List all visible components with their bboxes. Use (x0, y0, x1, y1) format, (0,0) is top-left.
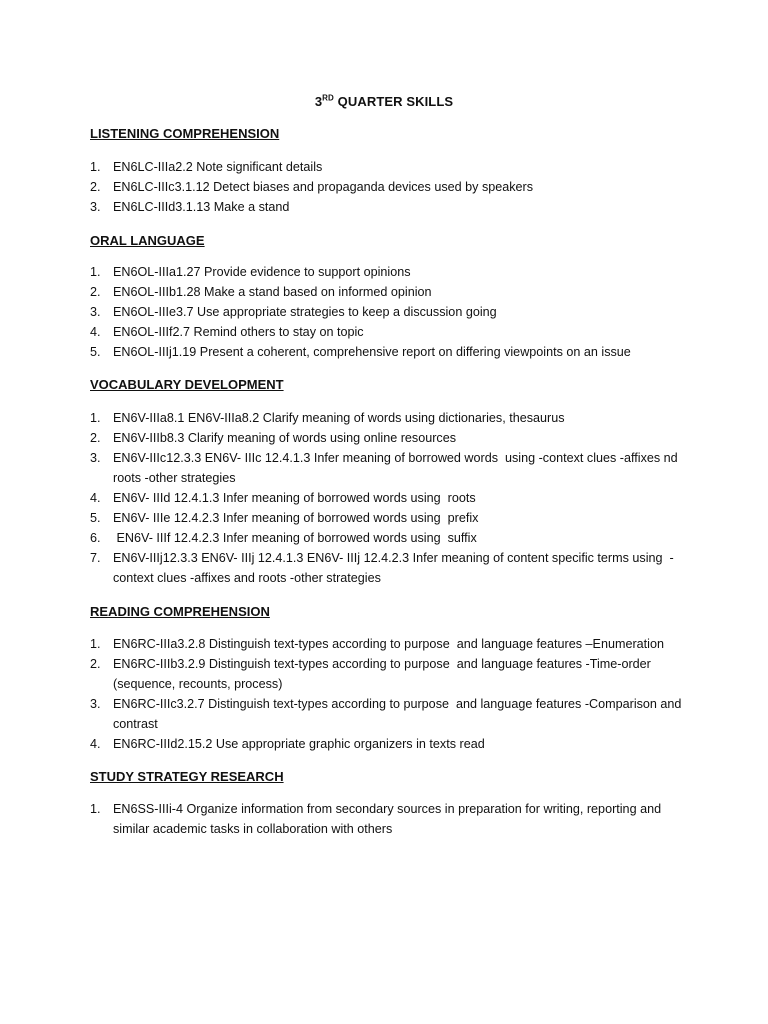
list-item (90, 408, 700, 428)
list-item-text: EN6LC-IIId3.1.13 Make a stand (113, 200, 290, 214)
list-item-text-continued: context clues -affixes and roots -other strategies (113, 571, 381, 585)
list-item-text: EN6LC-IIIa2.2 Note significant details (113, 160, 323, 174)
list-item (90, 634, 700, 654)
list-item-text: EN6OL-IIIe3.7 Use appropriate strategies to keep a discussion going (113, 305, 497, 319)
section-list-vocabulary-development (90, 408, 700, 588)
list-item-text-continued: similar academic tasks in collaboration with others (113, 822, 393, 836)
list-item-number: 3. (90, 200, 101, 214)
list-item-text: EN6OL-IIIj1.19 Present a coherent, comprehensive report on differing viewpoints on an issue (113, 345, 631, 359)
list-item (90, 448, 700, 488)
list-item (90, 282, 700, 302)
list-item (90, 302, 700, 322)
list-item-text: EN6SS-IIIi-4 Organize information from secondary sources in preparation for writing, reporting and (113, 802, 662, 816)
section-heading-oral-language: ORAL LANGUAGE (90, 233, 205, 248)
list-item-number: 3. (90, 697, 101, 711)
list-item-number: 3. (90, 305, 101, 319)
list-item-text-continued: (sequence, recounts, process) (113, 677, 283, 691)
list-item (90, 322, 700, 342)
list-item-text: EN6V- IIId 12.4.1.3 Infer meaning of borrowed words using roots (113, 491, 476, 505)
list-item (90, 488, 700, 508)
section-heading-study-strategy-research: STUDY STRATEGY RESEARCH (90, 769, 284, 784)
list-item (90, 197, 700, 217)
list-item-text: EN6OL-IIIa1.27 Provide evidence to support opinions (113, 265, 411, 279)
list-item-number: 4. (90, 491, 101, 505)
list-item (90, 694, 700, 734)
list-item-text-continued: roots -other strategies (113, 471, 236, 485)
list-item (90, 528, 700, 548)
list-item-text: EN6RC-IIIc3.2.7 Distinguish text-types according to purpose and language features -Comparison and (113, 697, 682, 711)
title-rest: QUARTER SKILLS (333, 94, 454, 109)
list-item (90, 428, 700, 448)
list-item-number: 7. (90, 551, 101, 565)
list-item-text: EN6V-IIIc12.3.3 EN6V- IIIc 12.4.1.3 Infer meaning of borrowed words using -context clues -affixes nd (113, 451, 678, 465)
list-item-number: 6. (90, 531, 101, 545)
list-item-number: 1. (90, 160, 101, 174)
list-item-number: 3. (90, 451, 101, 465)
list-item-text-continued: contrast (113, 717, 158, 731)
list-item-text: EN6OL-IIIb1.28 Make a stand based on informed opinion (113, 285, 432, 299)
section-list-study-strategy-research (90, 799, 700, 839)
list-item (90, 342, 700, 362)
list-item-text: EN6RC-IIIb3.2.9 Distinguish text-types according to purpose and language features -Time-order (113, 657, 651, 671)
list-item-text: EN6V-IIIa8.1 EN6V-IIIa8.2 Clarify meaning of words using dictionaries, thesaurus (113, 411, 565, 425)
list-item-text: EN6RC-IIId2.15.2 Use appropriate graphic organizers in texts read (113, 737, 485, 751)
list-item-number: 1. (90, 265, 101, 279)
list-item-number: 2. (90, 657, 101, 671)
title-superscript: RD (322, 93, 334, 103)
list-item-number: 2. (90, 180, 101, 194)
list-item-number: 4. (90, 737, 101, 751)
list-item (90, 799, 700, 839)
title-prefix: 3 (314, 94, 323, 109)
section-list-listening-comprehension (90, 157, 700, 217)
list-item-text: EN6V-IIIb8.3 Clarify meaning of words using online resources (113, 431, 457, 445)
list-item-text: EN6V- IIIe 12.4.2.3 Infer meaning of borrowed words using prefix (113, 511, 479, 525)
list-item (90, 548, 700, 588)
list-item-text: EN6V-IIIj12.3.3 EN6V- IIIj 12.4.1.3 EN6V- IIIj 12.4.2.3 Infer meaning of content specific terms using - (113, 551, 674, 565)
list-item-number: 1. (90, 637, 101, 651)
page-title (0, 94, 768, 109)
section-heading-listening-comprehension: LISTENING COMPREHENSION (90, 126, 280, 141)
list-item (90, 654, 700, 694)
list-item-text: EN6V- IIIf 12.4.2.3 Infer meaning of borrowed words using suffix (113, 531, 477, 545)
list-item-text: EN6LC-IIIc3.1.12 Detect biases and propaganda devices used by speakers (113, 180, 534, 194)
list-item-number: 2. (90, 285, 101, 299)
list-item-text: EN6RC-IIIa3.2.8 Distinguish text-types according to purpose and language features –Enumeration (113, 637, 664, 651)
section-list-oral-language (90, 262, 700, 362)
list-item-number: 2. (90, 431, 101, 445)
section-list-reading-comprehension (90, 634, 700, 754)
list-item (90, 177, 700, 197)
list-item (90, 262, 700, 282)
list-item-number: 5. (90, 345, 101, 359)
section-heading-vocabulary-development: VOCABULARY DEVELOPMENT (90, 377, 284, 392)
list-item-number: 4. (90, 325, 101, 339)
list-item (90, 734, 700, 754)
list-item-number: 5. (90, 511, 101, 525)
list-item-number: 1. (90, 411, 101, 425)
list-item-text: EN6OL-IIIf2.7 Remind others to stay on topic (113, 325, 364, 339)
section-heading-reading-comprehension: READING COMPREHENSION (90, 604, 270, 619)
list-item (90, 508, 700, 528)
list-item (90, 157, 700, 177)
list-item-number: 1. (90, 802, 101, 816)
